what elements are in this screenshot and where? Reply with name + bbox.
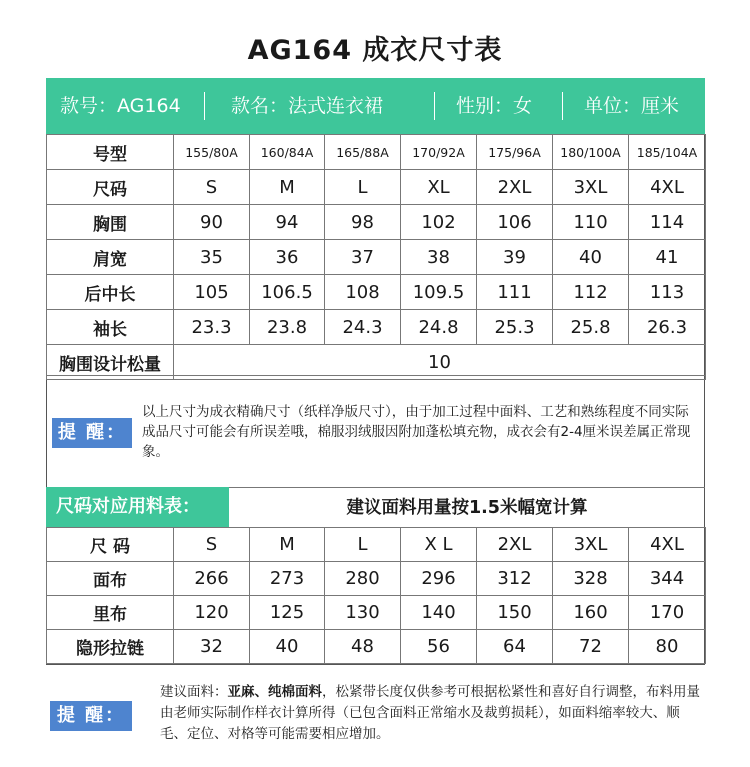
table-cell: 25.8 bbox=[553, 310, 629, 345]
size-cell: S bbox=[174, 528, 250, 562]
table-cell: 113 bbox=[629, 275, 706, 310]
table-cell: 48 bbox=[325, 630, 401, 664]
row-label: 里布 bbox=[47, 596, 174, 630]
size-row bbox=[47, 275, 706, 310]
header-divider bbox=[562, 92, 563, 120]
table-cell: 160/84A bbox=[250, 135, 325, 170]
table-cell: 110 bbox=[553, 205, 629, 240]
table-cell: 40 bbox=[553, 240, 629, 275]
size-cell: M bbox=[250, 528, 325, 562]
size-row bbox=[47, 310, 706, 345]
size-cell: L bbox=[325, 528, 401, 562]
table-cell: 24.3 bbox=[325, 310, 401, 345]
table-cell: 180/100A bbox=[553, 135, 629, 170]
table-cell: 105 bbox=[174, 275, 250, 310]
table-cell: 114 bbox=[629, 205, 706, 240]
table-cell: 56 bbox=[401, 630, 477, 664]
table-cell: 64 bbox=[477, 630, 553, 664]
size-cell: 2XL bbox=[477, 528, 553, 562]
table-cell: 155/80A bbox=[174, 135, 250, 170]
table-cell: L bbox=[325, 170, 401, 205]
table-cell: 175/96A bbox=[477, 135, 553, 170]
unit: 单位：厘米 bbox=[584, 95, 680, 117]
page-title: AG164 成衣尺寸表 bbox=[247, 35, 503, 66]
row-label: 胸围 bbox=[47, 205, 174, 240]
table-cell: 109.5 bbox=[401, 275, 477, 310]
table-cell: 39 bbox=[477, 240, 553, 275]
gender: 性别：女 bbox=[456, 95, 533, 117]
usage-row bbox=[47, 562, 706, 596]
table-cell: 23.8 bbox=[250, 310, 325, 345]
table-cell: 26.3 bbox=[629, 310, 706, 345]
size-row bbox=[47, 205, 706, 240]
size-cell: 4XL bbox=[629, 528, 706, 562]
table-cell: 24.8 bbox=[401, 310, 477, 345]
table-cell: 150 bbox=[477, 596, 553, 630]
row-label: 袖长 bbox=[47, 310, 174, 345]
table-cell: 4XL bbox=[629, 170, 706, 205]
table-cell: XL bbox=[401, 170, 477, 205]
info-header-bar bbox=[46, 78, 705, 134]
table-cell: 94 bbox=[250, 205, 325, 240]
table-cell: 25.3 bbox=[477, 310, 553, 345]
table-cell: S bbox=[174, 170, 250, 205]
table-cell: 111 bbox=[477, 275, 553, 310]
row-label: 肩宽 bbox=[47, 240, 174, 275]
table-cell: 273 bbox=[250, 562, 325, 596]
fabric-advice-prefix: 建议面料： bbox=[160, 684, 228, 700]
fabric-advice-text bbox=[160, 682, 705, 745]
reminder-badge: 提 醒： bbox=[52, 418, 132, 448]
size-chart-table bbox=[46, 134, 706, 380]
table-cell: 80 bbox=[629, 630, 706, 664]
table-cell: 140 bbox=[401, 596, 477, 630]
table-cell: 40 bbox=[250, 630, 325, 664]
table-cell: 160 bbox=[553, 596, 629, 630]
table-cell: 35 bbox=[174, 240, 250, 275]
usage-row bbox=[47, 596, 706, 630]
style-name: 款名：法式连衣裙 bbox=[231, 95, 384, 117]
table-cell: 106 bbox=[477, 205, 553, 240]
table-cell: 2XL bbox=[477, 170, 553, 205]
table-cell: 296 bbox=[401, 562, 477, 596]
header-divider bbox=[204, 92, 205, 120]
reminder-note-1 bbox=[46, 375, 705, 487]
table-cell: 112 bbox=[553, 275, 629, 310]
usage-row bbox=[47, 630, 706, 664]
row-label: 面布 bbox=[47, 562, 174, 596]
reminder-note-2 bbox=[46, 680, 705, 750]
table-cell: 37 bbox=[325, 240, 401, 275]
reminder-text: 以上尺寸为成衣精确尺寸（纸样净版尺寸），由于加工过程中面料、工艺和熟练程度不同实际成品尺寸可能会有所误差哦，棉服羽绒服因附加蓬松填充物，成衣会有2-4厘米误差属正常现象。 bbox=[142, 404, 691, 460]
row-label: 隐形拉链 bbox=[47, 630, 174, 664]
table-cell: 312 bbox=[477, 562, 553, 596]
header-divider bbox=[434, 92, 435, 120]
fabric-types: 亚麻、纯棉面料 bbox=[227, 684, 322, 700]
row-label: 号型 bbox=[47, 135, 174, 170]
table-cell: 266 bbox=[174, 562, 250, 596]
table-cell: 344 bbox=[629, 562, 706, 596]
table-cell: 23.3 bbox=[174, 310, 250, 345]
table-cell: 120 bbox=[174, 596, 250, 630]
table-cell: 125 bbox=[250, 596, 325, 630]
usage-header-label: 尺码对应用料表： bbox=[46, 487, 229, 528]
size-cell: 3XL bbox=[553, 528, 629, 562]
table-cell: 36 bbox=[250, 240, 325, 275]
table-cell: 72 bbox=[553, 630, 629, 664]
fabric-advice-body: ，松紧带长度仅供参考可根据松紧性和喜好自行调整，布料用量由老师实际制作样衣计算所得（已包含面料正常缩水及裁剪损耗），如面料缩率较大、顺毛、定位、对格等可能需要相应增加。 bbox=[160, 684, 700, 742]
size-row bbox=[47, 135, 706, 170]
table-cell: 185/104A bbox=[629, 135, 706, 170]
table-cell: 106.5 bbox=[250, 275, 325, 310]
table-cell: 170/92A bbox=[401, 135, 477, 170]
ease-value: 10 bbox=[174, 345, 706, 380]
table-cell: 165/88A bbox=[325, 135, 401, 170]
table-cell: 280 bbox=[325, 562, 401, 596]
table-cell: 41 bbox=[629, 240, 706, 275]
row-label: 尺码 bbox=[47, 170, 174, 205]
table-cell: 108 bbox=[325, 275, 401, 310]
table-cell: 102 bbox=[401, 205, 477, 240]
size-row bbox=[47, 240, 706, 275]
usage-header bbox=[46, 487, 705, 527]
table-cell: M bbox=[250, 170, 325, 205]
fabric-usage-table bbox=[46, 527, 706, 664]
row-label: 后中长 bbox=[47, 275, 174, 310]
table-cell: 130 bbox=[325, 596, 401, 630]
table-cell: 98 bbox=[325, 205, 401, 240]
size-row bbox=[47, 170, 706, 205]
table-cell: 3XL bbox=[553, 170, 629, 205]
table-cell: 90 bbox=[174, 205, 250, 240]
table-cell: 328 bbox=[553, 562, 629, 596]
table-cell: 38 bbox=[401, 240, 477, 275]
size-cell: X L bbox=[401, 528, 477, 562]
table-cell: 170 bbox=[629, 596, 706, 630]
table-cell: 32 bbox=[174, 630, 250, 664]
usage-size-row bbox=[47, 528, 706, 562]
usage-header-text: 建议面料用量按1.5米幅宽计算 bbox=[346, 498, 588, 518]
reminder-badge: 提 醒： bbox=[50, 701, 132, 731]
row-label: 尺 码 bbox=[47, 528, 174, 562]
ease-label: 胸围设计松量 bbox=[47, 345, 174, 380]
style-number: 款号：AG164 bbox=[60, 95, 181, 117]
